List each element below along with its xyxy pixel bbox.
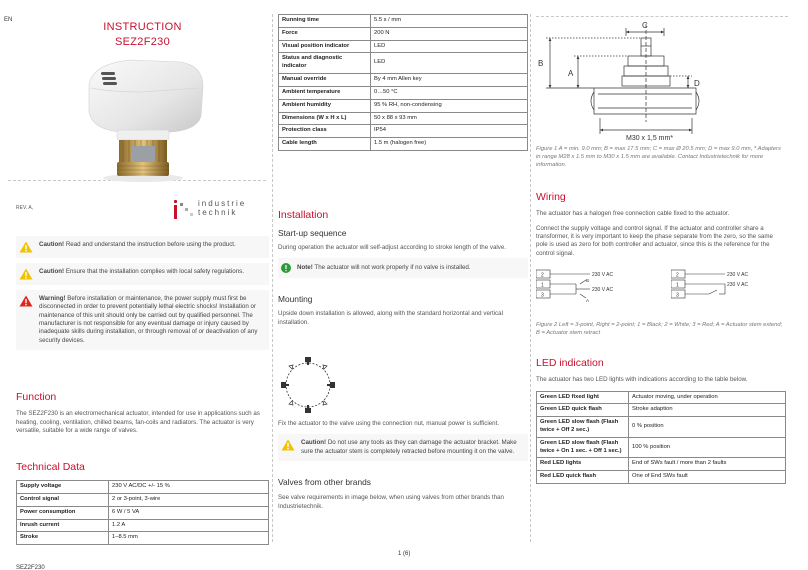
row-value: LED bbox=[371, 40, 528, 53]
company-logo bbox=[171, 199, 271, 225]
table-row bbox=[537, 404, 786, 417]
wiring-text-2: Connect the supply voltage and control signal. If the actuator and controller share a transformer, it is very important to keep the phase separate from the zero, so the same pole is used as zero for both controller and actuator, since this is the reference for the control signal. bbox=[536, 224, 773, 257]
row-label: Manual override bbox=[279, 74, 371, 87]
row-value: By 4 mm Allen key bbox=[371, 74, 528, 87]
callout-text: Ensure that the installation complies with local safety regulations. bbox=[64, 268, 244, 275]
warning-icon bbox=[19, 295, 33, 307]
row-value: IP54 bbox=[371, 125, 528, 138]
table-row bbox=[279, 125, 528, 138]
terminal-3: 3 bbox=[541, 292, 544, 299]
table-row bbox=[17, 519, 269, 532]
note-callout bbox=[278, 258, 528, 278]
table-row bbox=[17, 532, 269, 545]
terminal-2: 2 bbox=[676, 272, 679, 279]
safety-callouts bbox=[16, 236, 269, 350]
dim-label-d: D bbox=[694, 79, 700, 88]
warning-callout bbox=[16, 290, 269, 350]
row-value: 200 N bbox=[371, 27, 528, 40]
row-value: 6 W / 5 VA bbox=[109, 506, 269, 519]
language-label: EN bbox=[4, 17, 13, 23]
valves-heading: Valves from other brands bbox=[278, 477, 371, 488]
wiring-diagram-3point bbox=[536, 268, 651, 310]
row-value: 0 % position bbox=[629, 417, 786, 438]
table-row bbox=[17, 506, 269, 519]
mounting-text: Upside down installation is allowed, along with the standard horizontal and vertical installation. bbox=[278, 310, 503, 326]
technical-data-table-continued bbox=[278, 14, 528, 151]
figure-2-caption: Figure 2 Left = 3-point, Right = 2-point; 1 = Black; 2 = White; 3 = Red; A = Actuator stem extend; B = Actuator stem retract bbox=[536, 322, 783, 336]
caution-icon bbox=[19, 268, 33, 280]
table-row bbox=[279, 27, 528, 40]
mounting-heading: Mounting bbox=[278, 293, 313, 304]
function-section bbox=[16, 390, 269, 435]
footer-product-code: SEZ2F230 bbox=[16, 565, 45, 570]
startup-text: During operation the actuator will self-adjust according to stroke length of the valve. bbox=[278, 243, 507, 251]
table-row bbox=[537, 458, 786, 471]
row-value: 50 x 88 x 93 mm bbox=[371, 112, 528, 125]
table-row bbox=[279, 40, 528, 53]
mounting-orientation-diagram bbox=[278, 354, 338, 416]
row-label: Control signal bbox=[17, 493, 109, 506]
table-row bbox=[537, 471, 786, 484]
row-value: Actuator moving, under operation bbox=[629, 391, 786, 404]
row-label: Green LED slow flash (Flash twice + On 1 sec. + Off 1 sec.) bbox=[537, 437, 629, 458]
row-label: Inrush current bbox=[17, 519, 109, 532]
row-value: 1–8.5 mm bbox=[109, 532, 269, 545]
row-value: 5.5 s / mm bbox=[371, 15, 528, 28]
valves-text: See valve requirements in image below, when using valves from other brands than Industrietechnik. bbox=[278, 494, 504, 510]
caution-callout bbox=[16, 236, 269, 258]
led-table bbox=[536, 391, 786, 485]
table-row bbox=[537, 417, 786, 438]
supply-label: 230 V AC bbox=[727, 282, 749, 288]
row-label: Green LED quick flash bbox=[537, 404, 629, 417]
dim-label-a: A bbox=[568, 69, 574, 78]
switch-label-b: B bbox=[586, 278, 590, 283]
terminal-1: 1 bbox=[676, 282, 679, 289]
table-row bbox=[17, 481, 269, 494]
startup-heading: Start-up sequence bbox=[278, 228, 347, 239]
fix-text: Fix the actuator to the valve using the connection nut, manual power is sufficient. bbox=[278, 420, 500, 427]
led-heading: LED indication bbox=[536, 357, 604, 369]
row-value: 1.5 m (halogen free) bbox=[371, 138, 528, 151]
column-separator bbox=[530, 14, 531, 542]
callout-bold: Warning! bbox=[39, 295, 66, 302]
table-row bbox=[279, 86, 528, 99]
row-label: Red LED quick flash bbox=[537, 471, 629, 484]
fix-section bbox=[278, 420, 528, 511]
technical-data-section bbox=[16, 460, 269, 545]
table-row bbox=[537, 391, 786, 404]
table-row bbox=[537, 437, 786, 458]
table-row bbox=[17, 493, 269, 506]
note-text: The actuator will not work properly if no valve is installed. bbox=[312, 263, 471, 271]
row-label: Status and diagnostic indicator bbox=[279, 53, 371, 74]
dim-label-c: C bbox=[642, 21, 648, 30]
terminal-3: 3 bbox=[676, 292, 679, 299]
caution-callout bbox=[16, 263, 269, 285]
row-value: 1.2 A bbox=[109, 519, 269, 532]
row-value: 0…50 °C bbox=[371, 86, 528, 99]
switch-label-a: A bbox=[586, 298, 590, 303]
callout-bold: Caution! bbox=[39, 268, 65, 275]
logo-word-1: industrie bbox=[198, 199, 247, 208]
function-heading: Function bbox=[16, 391, 57, 403]
row-value: One of End SWs fault bbox=[629, 471, 786, 484]
wiring-heading: Wiring bbox=[536, 191, 566, 203]
dim-label-b: B bbox=[538, 59, 544, 68]
valve-dimension-figure bbox=[536, 18, 786, 144]
table-row bbox=[279, 15, 528, 28]
figure-1-caption: Figure 1 A = min. 9.0 mm; B = max 17.5 mm; C = max Ø 20.5 mm; D = max 9.0 mm, * Adapters in range M28 x 1.5 mm to M30 x 1.5 mm are available. Contact Industrietechnik for more information. bbox=[536, 146, 781, 168]
row-value: 100 % position bbox=[629, 437, 786, 458]
actuator-product-image bbox=[71, 46, 216, 186]
table-row bbox=[279, 53, 528, 74]
row-label: Protection class bbox=[279, 125, 371, 138]
led-text: The actuator has two LED lights with indications according to the table below. bbox=[536, 376, 748, 384]
note-icon bbox=[281, 263, 291, 273]
section-separator bbox=[536, 16, 788, 17]
row-value: 95 % RH, non-condensing bbox=[371, 99, 528, 112]
row-value: 2 or 3-point, 3-wire bbox=[109, 493, 269, 506]
note-bold: Note! bbox=[297, 263, 313, 271]
installation-section bbox=[278, 208, 528, 327]
revision-label: REV. A, bbox=[16, 205, 34, 211]
row-label: Dimensions (W x H x L) bbox=[279, 112, 371, 125]
logo-mark-icon bbox=[171, 199, 195, 223]
row-value: 230 V AC/DC +/- 15 % bbox=[109, 481, 269, 494]
wiring-text-1: The actuator has a halogen free connection cable fixed to the actuator. bbox=[536, 210, 730, 218]
caution-bold: Caution! bbox=[301, 439, 327, 447]
technical-data-heading: Technical Data bbox=[16, 461, 85, 473]
terminal-1: 1 bbox=[541, 282, 544, 289]
row-label: Cable length bbox=[279, 138, 371, 151]
function-text: The SEZ2F230 is an electromechanical actuator, intended for use in applications such as heating, cooling, ventilation, chilled beams, fan-coils and radiators. The actuator is very versatile, suitable for a wide range of valves. bbox=[16, 410, 260, 434]
title-line-1: INSTRUCTION bbox=[103, 21, 182, 33]
row-value: Stroke adaption bbox=[629, 404, 786, 417]
wiring-section bbox=[536, 190, 786, 258]
led-section bbox=[536, 356, 786, 484]
supply-label: 230 V AC bbox=[592, 287, 614, 293]
column-separator bbox=[272, 14, 273, 542]
supply-label: 230 V AC bbox=[727, 272, 749, 278]
row-label: Green LED slow flash (Flash twice + Off 2 sec.) bbox=[537, 417, 629, 438]
table-row bbox=[279, 74, 528, 87]
supply-label: 230 V AC bbox=[592, 272, 614, 278]
row-label: Ambient temperature bbox=[279, 86, 371, 99]
installation-heading: Installation bbox=[278, 209, 329, 221]
column-2 bbox=[278, 14, 528, 510]
row-label: Red LED lights bbox=[537, 458, 629, 471]
footer-page-number: 1 (6) bbox=[398, 551, 411, 557]
row-label: Green LED fixed light bbox=[537, 391, 629, 404]
terminal-2: 2 bbox=[541, 272, 544, 279]
caution-callout bbox=[278, 434, 528, 461]
caution-text: Do not use any tools as they can damage the actuator bracket. Make sure the actuator stem is completely retracted before mounting it on the valve. bbox=[301, 439, 517, 455]
technical-data-table bbox=[16, 480, 269, 545]
table-row bbox=[279, 112, 528, 125]
row-value: End of SWs fault / more than 2 faults bbox=[629, 458, 786, 471]
wiring-diagram-2point bbox=[671, 268, 786, 310]
title-line-2: SEZ2F230 bbox=[115, 35, 170, 48]
dim-label-thread: M30 x 1,5 mm* bbox=[626, 135, 674, 142]
row-label: Power consumption bbox=[17, 506, 109, 519]
logo-word-2: technik bbox=[198, 207, 238, 217]
callout-text: Read and understand the instruction before using the product. bbox=[64, 241, 236, 248]
table-row bbox=[279, 99, 528, 112]
caution-icon bbox=[281, 439, 295, 451]
row-label: Stroke bbox=[17, 532, 109, 545]
row-label: Visual position indicator bbox=[279, 40, 371, 53]
wiring-diagram bbox=[536, 268, 786, 310]
table-row bbox=[279, 138, 528, 151]
row-label: Running time bbox=[279, 15, 371, 28]
callout-bold: Caution! bbox=[39, 241, 65, 248]
row-label: Ambient humidity bbox=[279, 99, 371, 112]
row-label: Force bbox=[279, 27, 371, 40]
row-label: Supply voltage bbox=[17, 481, 109, 494]
caution-icon bbox=[19, 241, 33, 253]
row-value: LED bbox=[371, 53, 528, 74]
callout-text: Before installation or maintenance, the power supply must first be disconnected in order to prevent potentially lethal electric shocks! Installation or maintenance of this unit should only be carried out by qualified personnel. The manufacturer is not responsible for any eventual damage or injury caused by inadequate skills during installation, or through removal of or deactivation of any security devices. bbox=[39, 295, 258, 344]
